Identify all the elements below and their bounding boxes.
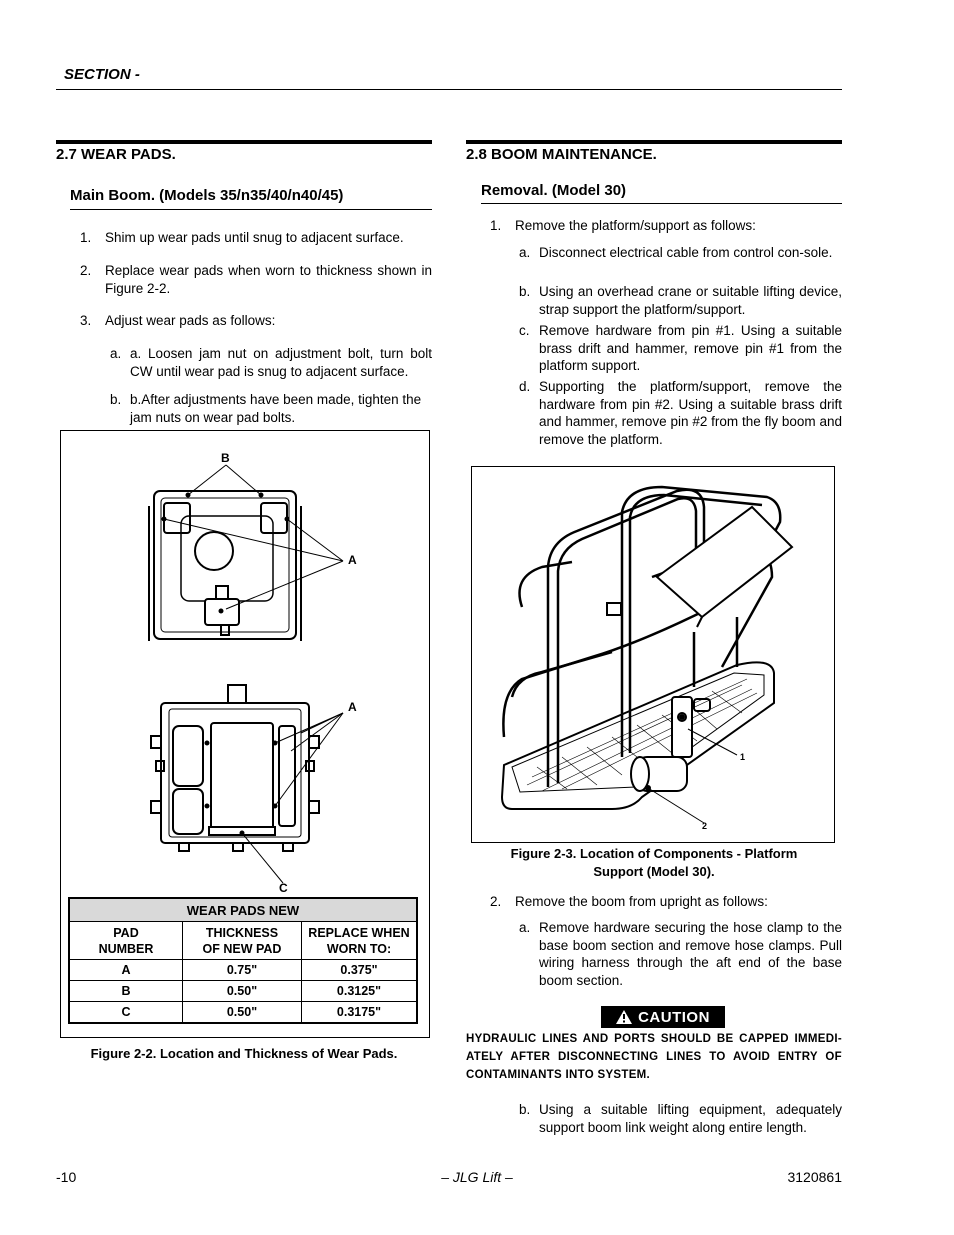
table-header: THICKNESS OF NEW PAD — [183, 922, 302, 960]
item-number: b. — [110, 392, 122, 407]
sub-list-item — [519, 378, 842, 450]
item-number: b. — [519, 284, 531, 299]
item-text: a. Loosen jam nut on adjustment bolt, turn bolt CW until wear pad is snug to adjacent surface. — [130, 346, 432, 379]
table-cell: 0.3125" — [302, 981, 418, 1002]
section-bar-right — [466, 140, 842, 144]
item-text: Remove hardware from pin #1. Using a suitable brass drift and hammer, remove pin #1 from the platform support. — [539, 323, 842, 373]
item-number: 1. — [490, 218, 502, 233]
sub-list-item — [110, 391, 432, 431]
table-header: REPLACE WHEN WORN TO: — [302, 922, 418, 960]
item-text: Using a suitable lifting equipment, adequately support boom link weight along entire length. — [539, 1102, 842, 1135]
label-pin-2: 2 — [702, 821, 708, 831]
table-cell: 0.75" — [183, 960, 302, 981]
wear-pads-table — [68, 897, 418, 1024]
table-title: WEAR PADS NEW — [69, 898, 417, 922]
table-cell: 0.50" — [183, 1002, 302, 1023]
section-title-boom-maintenance: 2.8 BOOM MAINTENANCE. — [466, 146, 657, 163]
footer-publisher: – JLG Lift – — [441, 1169, 513, 1185]
figure-caption-2-2: Figure 2-2. Location and Thickness of Wear Pads. — [90, 1046, 398, 1061]
item-number: a. — [519, 245, 531, 260]
item-text: Replace wear pads when worn to thickness shown in Figure 2-2. — [105, 263, 432, 296]
item-number: 2. — [80, 263, 92, 278]
item-text: Disconnect electrical cable from control con-sole. — [539, 245, 833, 260]
page-number: -10 — [56, 1169, 77, 1185]
table-row — [69, 1002, 417, 1023]
item-text: b.After adjustments have been made, tighten the jam nuts on wear pad bolts. — [130, 392, 422, 425]
section-title-wear-pads: 2.7 WEAR PADS. — [56, 146, 176, 163]
list-item — [490, 893, 842, 913]
item-text: Adjust wear pads as follows: — [105, 313, 276, 328]
label-pin-1: 1 — [740, 752, 746, 762]
section-bar-left — [56, 140, 432, 144]
platform-support-diagram — [472, 467, 834, 842]
subtitle-rule-right — [481, 203, 842, 204]
sub-list-item — [110, 345, 432, 385]
item-text: Remove hardware securing the hose clamp to the base boom section and remove hose clamps. Pull wiring harness through the aft end of the base boom section. — [539, 920, 842, 988]
table-cell: 0.375" — [302, 960, 418, 981]
list-item — [490, 217, 842, 237]
table-cell: B — [69, 981, 183, 1002]
table-header-row — [69, 922, 417, 960]
item-number: 1. — [80, 230, 92, 245]
item-text: Using an overhead crane or suitable lifting device, strap support the platform/support. — [539, 284, 842, 317]
item-number: d. — [519, 379, 531, 394]
subtitle-removal: Removal. (Model 30) — [481, 182, 627, 199]
caution-text: HYDRAULIC LINES AND PORTS SHOULD BE CAPPED IMMEDI-ATELY AFTER DISCONNECTING LINES TO AVOID ENTRY OF CONTAMINANTS INTO SYSTEM. — [466, 1033, 842, 1081]
table-cell: C — [69, 1002, 183, 1023]
subtitle-main-boom: Main Boom. (Models 35/n35/40/n40/45) — [70, 187, 344, 204]
list-item — [80, 262, 432, 302]
table-cell: A — [69, 960, 183, 981]
label-b: B — [221, 451, 230, 465]
item-number: 3. — [80, 313, 92, 328]
warning-icon — [616, 1010, 632, 1024]
document-number: 3120861 — [787, 1169, 842, 1185]
table-cell: 0.50" — [183, 981, 302, 1002]
sub-list-item — [519, 244, 842, 280]
caution-label: CAUTION — [638, 1008, 710, 1026]
section-header: SECTION - — [64, 66, 140, 83]
item-text: Shim up wear pads until snug to adjacent surface. — [105, 230, 404, 245]
label-a: A — [348, 553, 357, 567]
caution-badge — [601, 1006, 725, 1028]
table-cell: 0.3175" — [302, 1002, 418, 1023]
list-item — [80, 229, 432, 249]
sub-list-item — [519, 1101, 842, 1137]
sub-list-item — [519, 283, 842, 319]
sub-list-item — [519, 919, 842, 991]
caption-line: Support (Model 30). — [593, 863, 715, 879]
item-number: a. — [519, 920, 531, 935]
item-number: 2. — [490, 894, 502, 909]
wear-pad-diagram — [61, 431, 429, 891]
label-a: A — [348, 700, 357, 714]
subtitle-rule-left — [70, 209, 432, 210]
header-rule — [56, 89, 842, 90]
item-number: a. — [110, 346, 122, 361]
item-text: Remove the boom from upright as follows: — [515, 894, 768, 909]
table-row — [69, 960, 417, 981]
figure-platform-support — [471, 466, 835, 843]
table-row — [69, 981, 417, 1002]
sub-list-item — [519, 322, 842, 376]
item-number: c. — [519, 323, 530, 338]
table-header: PAD NUMBER — [69, 922, 183, 960]
item-number: b. — [519, 1102, 531, 1117]
caption-line: Figure 2-3. Location of Components - Platform — [510, 846, 798, 861]
list-item — [80, 312, 432, 332]
figure-wear-pads — [60, 430, 430, 1038]
figure-caption-2-3 — [466, 845, 842, 880]
item-text: Remove the platform/support as follows: — [515, 218, 756, 233]
item-text: Supporting the platform/support, remove the hardware from pin #2. Using a suitable brass drift and hammer, remove pin #2 from the fly boom and remove the platform. — [539, 379, 842, 447]
label-c: C — [279, 881, 288, 895]
